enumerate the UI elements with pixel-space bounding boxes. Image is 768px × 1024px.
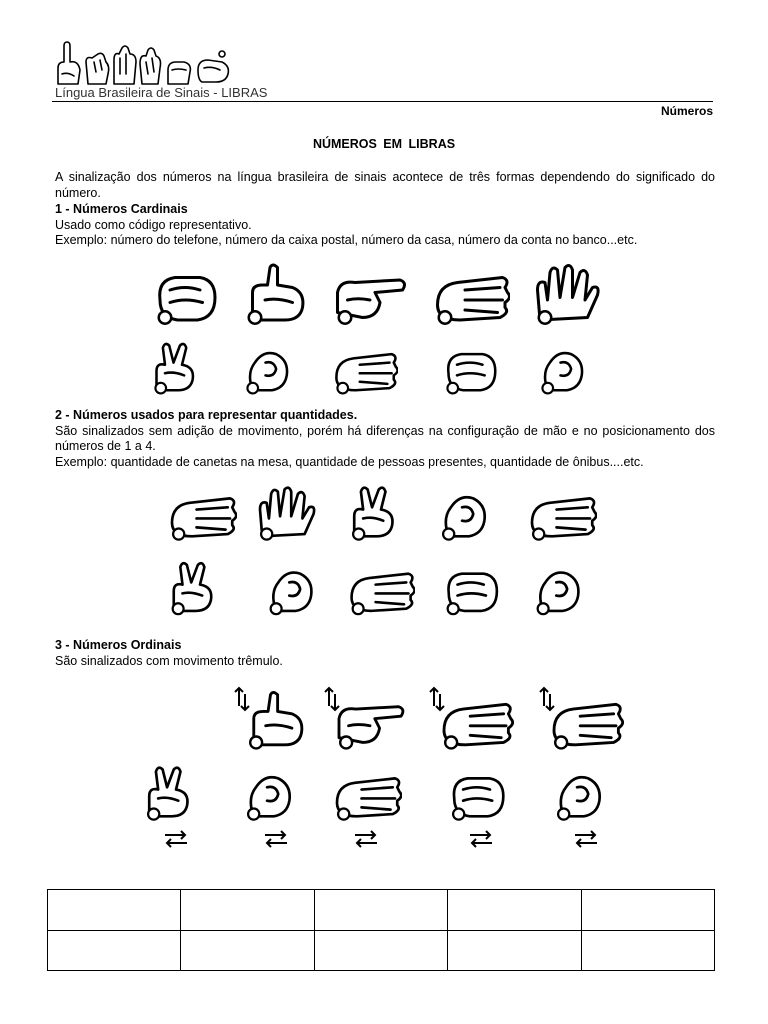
hand-sign-icon [430, 262, 510, 328]
hand-sign-icon [525, 485, 597, 543]
hand-sign-icon [240, 765, 312, 823]
hand-sign-icon [140, 765, 212, 823]
section-text: Exemplo: quantidade de canetas na mesa, quantidade de pessoas presentes, quantidade de ônibus....etc. [55, 454, 644, 469]
section-label: Números [660, 104, 713, 118]
section-quantities [55, 408, 715, 470]
hand-sign-icon [165, 485, 237, 543]
libras-logo-hands-icon [52, 40, 242, 90]
section-ordinal [55, 638, 715, 669]
section-text: Exemplo: número do telefone, número da caixa postal, número da casa, número da conta no banco...etc. [55, 233, 638, 247]
table-cell[interactable] [581, 890, 714, 931]
hand-sign-icon [435, 485, 507, 543]
hand-sign-icon [148, 338, 216, 400]
section-heading: 3 - Números Ordinais [55, 638, 182, 652]
section-text: São sinalizados sem adição de movimento, porém há diferenças na configuração de mão e no posicionamento dos números de 1 a 4. [55, 423, 715, 453]
table-cell[interactable] [448, 930, 581, 971]
section-cardinal [55, 202, 715, 249]
hand-sign-icon [345, 560, 415, 618]
table-cell[interactable] [314, 930, 447, 971]
movement-arrows-icon [425, 686, 451, 712]
hand-sign-icon [240, 338, 308, 400]
table-cell[interactable] [181, 930, 314, 971]
section-text: Usado como código representativo. [55, 217, 252, 232]
hand-sign-icon [253, 485, 325, 543]
movement-arrows-icon [263, 825, 289, 851]
table-cell[interactable] [181, 890, 314, 931]
movement-arrows-icon [573, 825, 599, 851]
hand-sign-icon [330, 262, 410, 328]
hand-sign-icon [330, 765, 402, 823]
movement-arrows-icon [468, 825, 494, 851]
answer-table [47, 889, 715, 971]
movement-arrows-icon [230, 686, 256, 712]
header-subtitle: Língua Brasileira de Sinais - LIBRAS [55, 85, 268, 100]
hand-sign-icon [150, 262, 230, 328]
movement-arrows-icon [320, 686, 346, 712]
hand-sign-icon [550, 765, 622, 823]
hand-sign-icon [445, 765, 517, 823]
hand-sign-icon [530, 560, 600, 618]
hand-sign-icon [165, 560, 235, 618]
section-heading: 1 - Números Cardinais [55, 202, 188, 216]
table-cell[interactable] [448, 890, 581, 931]
table-row [48, 930, 715, 971]
hand-sign-icon [330, 338, 398, 400]
movement-arrows-icon [163, 825, 189, 851]
table-cell[interactable] [48, 930, 181, 971]
hand-sign-icon [240, 262, 320, 328]
section-text: São sinalizados com movimento trêmulo. [55, 653, 283, 668]
hand-sign-icon [530, 262, 610, 328]
table-cell[interactable] [314, 890, 447, 931]
hand-sign-icon [535, 338, 603, 400]
hand-sign-icon [345, 485, 417, 543]
header-divider [52, 101, 713, 102]
table-row [48, 890, 715, 931]
hand-sign-icon [440, 560, 510, 618]
movement-arrows-icon [353, 825, 379, 851]
movement-arrows-icon [535, 686, 561, 712]
table-cell[interactable] [581, 930, 714, 971]
table-cell[interactable] [48, 890, 181, 931]
section-heading: 2 - Números usados para representar quantidades. [55, 408, 358, 422]
intro-paragraph: A sinalização dos números na língua brasileira de sinais acontece de três formas dependendo do significado do número. [55, 170, 715, 200]
page-title: NÚMEROS EM LIBRAS [312, 137, 456, 151]
hand-sign-icon [263, 560, 333, 618]
hand-sign-icon [440, 338, 508, 400]
